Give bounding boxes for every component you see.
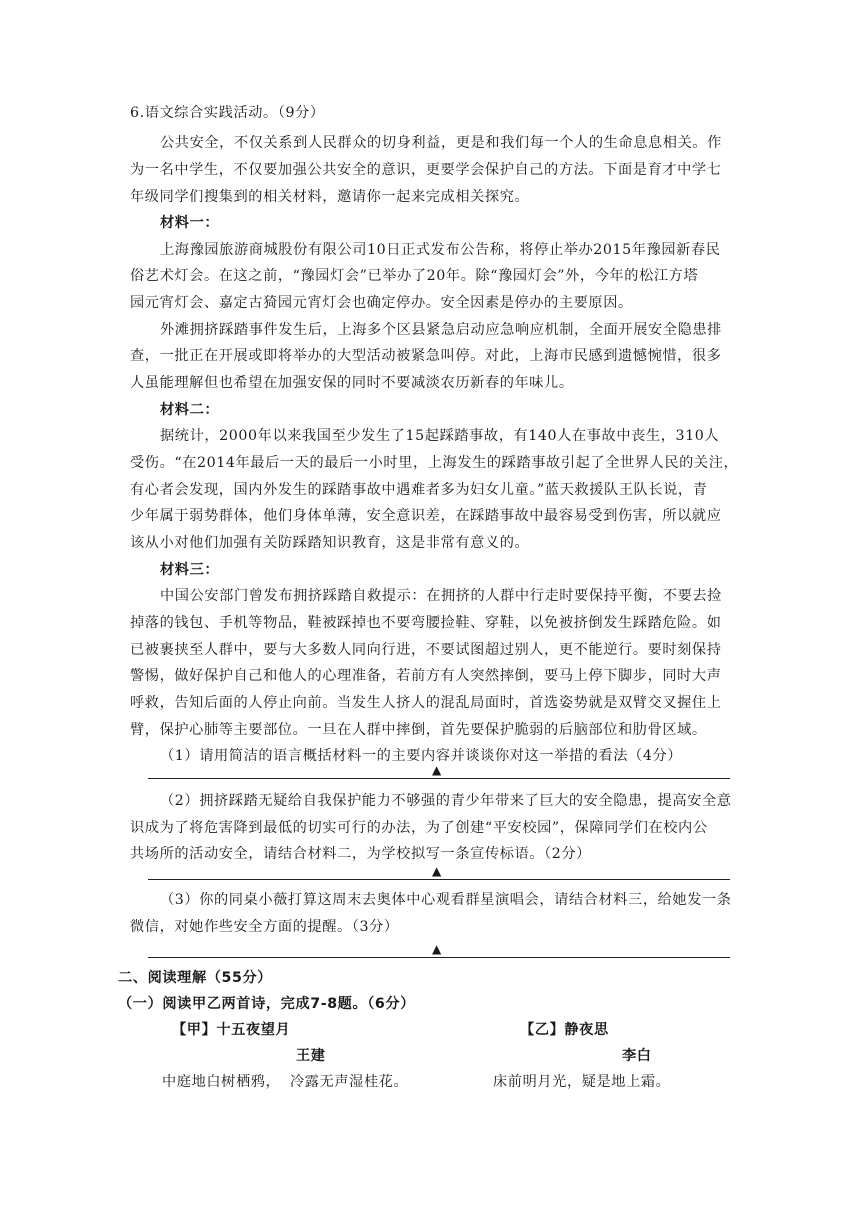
answer-line-2[interactable] [148,879,730,880]
material-2-line: 据统计，2000年以来我国至少发生了15起踩踏事故，有140人在事故中丧生，310人 [160,428,720,444]
intro-line-1: 公共安全，不仅关系到人民群众的切身利益，更是和我们每一个人的生命息息相关。作 [160,135,722,151]
poem-b-line-1: 床前明月光，疑是地上霜。 [493,1074,671,1090]
intro-line-3: 年级同学们搜集到的相关材料，邀请你一起来完成相关探究。 [130,189,530,205]
material-1-heading: 材料一： [160,215,220,231]
sub-question-2-line: 识成为了将危害降到最低的切实可行的办法，为了创建“平安校园”，保障同学们在校内公 [130,820,708,836]
material-1-line: 园元宵灯会、嘉定古猗园元宵灯会也确定停办。安全因素是停办的主要原因。 [130,295,633,311]
sub-question-3-line: （3）你的同桌小薇打算这周末去奥体中心观看群星演唱会，请结合材料三，给她发一条 [160,892,732,908]
material-2-line: 受伤。“在2014年最后一天的最后一小时里，上海发生的踩踏事故引起了全世界人民的关注， [130,455,739,471]
poem-b-author: 李白 [622,1048,652,1064]
answer-marker: ▲ [432,864,442,878]
material-2-line: 少年属于弱势群体，他们身体单薄，安全意识差，在踩踏事故中最容易受到伤害，所以就应 [130,508,722,524]
material-1-line: 查，一批正在开展或即将举办的大型活动被紧急叫停。对此，上海市民感到遗憾惋惜，很多 [130,348,722,364]
material-1-line: 外滩拥挤踩踏事件发生后，上海多个区县紧急启动应急响应机制，全面开展安全隐患排 [160,322,722,338]
intro-line-2: 为一名中学生，不仅要加强公共安全的意识，更要学会保护自己的方法。下面是育才中学七 [130,162,722,178]
section-2-part-1: （一）阅读甲乙两首诗，完成7-8题。（6分） [118,996,415,1012]
sub-question-3-line: 微信，对她作些安全方面的提醒。（3分） [130,919,399,935]
answer-marker: ▲ [432,942,442,956]
poem-a-line-1b: 冷露无声湿桂花。 [290,1074,409,1090]
material-3-line: 中国公安部门曾发布拥挤踩踏自救提示：在拥挤的人群中行走时要保持平衡，不要去捡 [160,588,722,604]
poem-a-line-1a: 中庭地白树栖鸦， [162,1074,281,1090]
answer-line-1[interactable] [148,778,730,779]
material-2-heading: 材料二： [160,402,220,418]
material-3-line: 掉落的钱包、手机等物品，鞋被踩掉也不要弯腰捡鞋、穿鞋，以免被挤倒发生踩踏危险。如 [130,615,722,631]
poem-a-author: 王建 [296,1048,326,1064]
material-3-line: 已被裹挟至人群中，要与大多数人同向行进，不要试图超过别人，更不能逆行。要时刻保持 [130,642,722,658]
material-3-line: 臂，保护心肺等主要部位。一旦在人群中摔倒，首先要保护脆弱的后脑部位和肋骨区域。 [130,722,707,738]
sub-question-2-line: （2）拥挤踩踏无疑给自我保护能力不够强的青少年带来了巨大的安全隐患，提高安全意 [160,793,732,809]
section-2-title: 二、阅读理解（55分） [118,970,273,986]
material-1-line: 俗艺术灯会。在这之前，“豫园灯会”已举办了20年。除“豫园灯会”外，今年的松江方塔 [130,268,699,284]
material-1-line: 上海豫园旅游商城股份有限公司10日正式发布公告称，将停止举办2015年豫园新春民 [160,242,721,258]
material-1-line: 人虽能理解但也希望在加强安保的同时不要减淡农历新春的年味儿。 [130,375,574,391]
sub-question-2-line: 共场所的活动安全，请结合材料二，为学校拟写一条宣传标语。（2分） [130,846,591,862]
poem-a-title: 【甲】十五夜望月 [172,1022,291,1038]
poem-b-title: 【乙】静夜思 [520,1022,609,1038]
material-3-heading: 材料三： [160,562,220,578]
material-3-line: 呼救，告知后面的人停止向前。当发生人挤人的混乱局面时，首选姿势就是双臂交叉握住上 [130,695,722,711]
sub-question-1: （1）请用简洁的语言概括材料一的主要内容并谈谈你对这一举措的看法（4分） [160,748,683,764]
material-2-line: 有心者会发现，国内外发生的踩踏事故中遇难者多为妇女儿童。”蓝天救援队王队长说，青 [130,482,708,498]
answer-marker: ▲ [432,763,442,777]
material-3-line: 警惕，做好保护自己和他人的心理准备，若前方有人突然摔倒，要马上停下脚步，同时大声 [130,668,722,684]
question-6-title: 6.语文综合实践活动。（9分） [130,105,325,121]
material-2-line: 该从小对他们加强有关防踩踏知识教育，这是非常有意义的。 [130,535,530,551]
answer-line-3[interactable] [148,957,730,958]
